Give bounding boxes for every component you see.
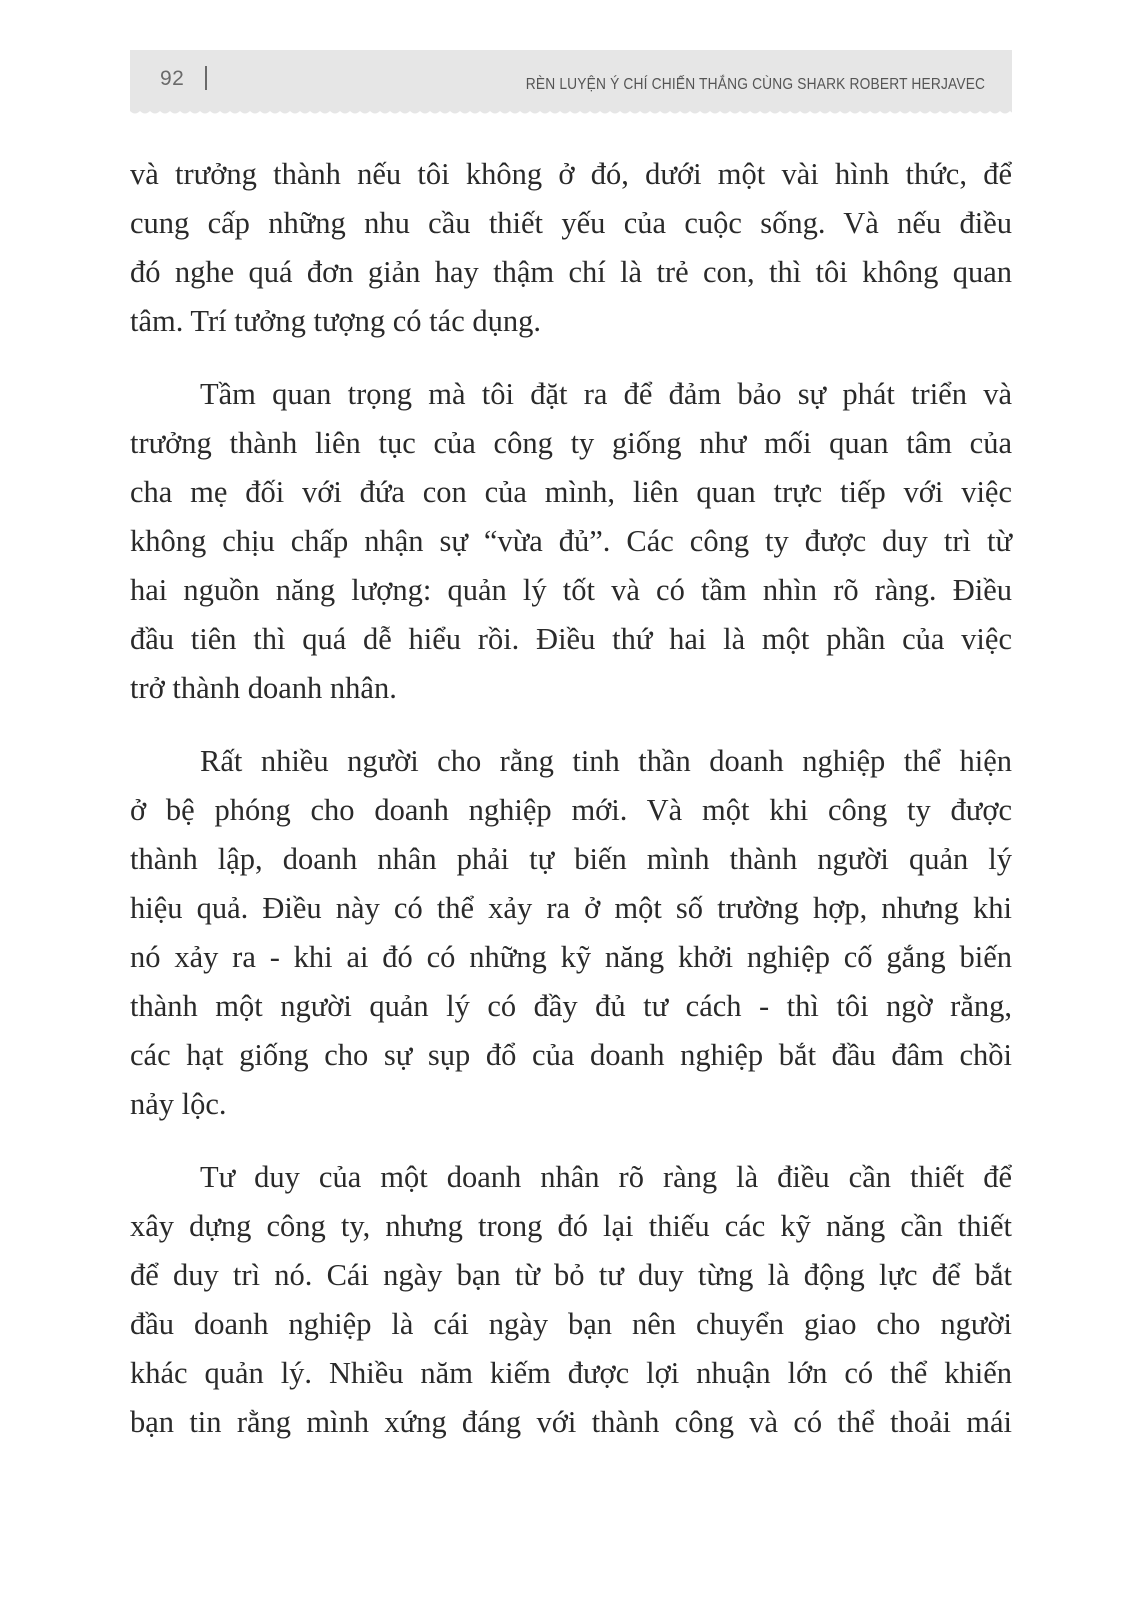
text-line: ở bệ phóng cho doanh nghiệp mới. Và một khi công ty được [130, 793, 1012, 827]
text-line: và trưởng thành nếu tôi không ở đó, dưới một vài hình thức, để [130, 157, 1012, 191]
text-line: xây dựng công ty, nhưng trong đó lại thiếu các kỹ năng cần thiết [130, 1209, 1012, 1243]
text-line: trưởng thành liên tục của công ty giống như mối quan tâm của [130, 426, 1012, 460]
text-line: các hạt giống cho sự sụp đổ của doanh nghiệp bắt đầu đâm chồi [130, 1038, 1012, 1072]
text-line: Tầm quan trọng mà tôi đặt ra để đảm bảo sự phát triển và [200, 377, 1012, 411]
text-line: nó xảy ra - khi ai đó có những kỹ năng khởi nghiệp cố gắng biến [130, 940, 1012, 974]
text-line: nảy lộc. [130, 1087, 227, 1121]
running-title: RÈN LUYỆN Ý CHÍ CHIẾN THẮNG CÙNG SHARK ROBERT HERJAVEC [525, 76, 985, 93]
header-divider [205, 66, 207, 90]
paragraph-gap [130, 713, 1012, 737]
page-number: 92 [160, 67, 185, 90]
text-line: hiệu quả. Điều này có thể xảy ra ở một số trường hợp, nhưng khi [130, 891, 1012, 925]
header-perforated-edge [130, 110, 1012, 116]
text-line: Rất nhiều người cho rằng tinh thần doanh nghiệp thể hiện [200, 744, 1012, 778]
text-line: hai nguồn năng lượng: quản lý tốt và có tầm nhìn rõ ràng. Điều [130, 573, 1012, 607]
body-text [130, 150, 1012, 1447]
text-line: cha mẹ đối với đứa con của mình, liên quan trực tiếp với việc [130, 475, 1012, 509]
running-header [130, 50, 1012, 110]
text-line: để duy trì nó. Cái ngày bạn từ bỏ tư duy từng là động lực để bắt [130, 1258, 1012, 1292]
text-line: thành một người quản lý có đầy đủ tư cách - thì tôi ngờ rằng, [130, 989, 1012, 1023]
paragraph-gap [130, 346, 1012, 370]
text-line: đầu tiên thì quá dễ hiểu rồi. Điều thứ hai là một phần của việc [130, 622, 1012, 656]
text-line: thành lập, doanh nhân phải tự biến mình thành người quản lý [130, 842, 1012, 876]
text-line: bạn tin rằng mình xứng đáng với thành công và có thể thoải mái [130, 1405, 1012, 1439]
text-line: trở thành doanh nhân. [130, 671, 397, 705]
text-line: tâm. Trí tưởng tượng có tác dụng. [130, 304, 541, 338]
text-line: đó nghe quá đơn giản hay thậm chí là trẻ con, thì tôi không quan [130, 255, 1012, 289]
text-line: khác quản lý. Nhiều năm kiếm được lợi nhuận lớn có thể khiến [130, 1356, 1012, 1390]
text-line: Tư duy của một doanh nhân rõ ràng là điều cần thiết để [200, 1160, 1012, 1194]
text-line: cung cấp những nhu cầu thiết yếu của cuộc sống. Và nếu điều [130, 206, 1012, 240]
text-line: đầu doanh nghiệp là cái ngày bạn nên chuyển giao cho người [130, 1307, 1012, 1341]
text-line: không chịu chấp nhận sự “vừa đủ”. Các công ty được duy trì từ [130, 524, 1012, 558]
paragraph-gap [130, 1129, 1012, 1153]
